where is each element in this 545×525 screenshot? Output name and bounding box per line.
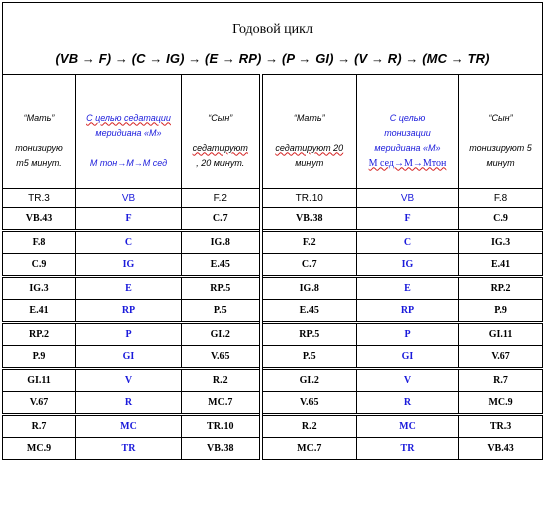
point-cell: GI.11 (3, 369, 76, 392)
point-cell: MC (76, 415, 182, 438)
point-cell: MC.9 (3, 438, 76, 460)
point-cell: F (357, 208, 459, 231)
table-row (3, 369, 543, 392)
point-cell: V.67 (459, 346, 543, 369)
point-cell: IG.3 (459, 231, 543, 254)
table-title: Годовой цикл (232, 21, 313, 37)
code-cell: TR.3 (3, 189, 76, 208)
point-cell: P (357, 323, 459, 346)
point-cell: P (76, 323, 182, 346)
table-row (3, 438, 543, 460)
point-cell: GI.11 (459, 323, 543, 346)
table-row (3, 231, 543, 254)
point-cell: MC (357, 415, 459, 438)
point-cell: R.7 (459, 369, 543, 392)
point-cell: RP.5 (261, 323, 357, 346)
point-cell: IG (357, 254, 459, 277)
table-row (3, 392, 543, 415)
point-cell: IG.3 (3, 277, 76, 300)
point-cell: E (76, 277, 182, 300)
table-row (3, 277, 543, 300)
point-cell: R (357, 392, 459, 415)
point-cell: TR (76, 438, 182, 460)
point-cell: IG.8 (261, 277, 357, 300)
point-cell: F (76, 208, 182, 231)
point-cell: VB.43 (3, 208, 76, 231)
point-cell: IG (76, 254, 182, 277)
point-cell: E.45 (182, 254, 261, 277)
cycle-formula: (VB → F) → (C → IG) → (E → RP) → (P → GI) → (V → R) → (MC → TR) (55, 50, 490, 66)
point-cell: C (76, 231, 182, 254)
point-cell: RP.2 (459, 277, 543, 300)
code-cell: F.8 (459, 189, 543, 208)
point-cell: R.2 (182, 369, 261, 392)
table-row (3, 346, 543, 369)
point-cell: TR.10 (182, 415, 261, 438)
point-cell: V.65 (261, 392, 357, 415)
header-left-meridian: С целью седатации меридиана «М» М тон→М→М сед (76, 75, 182, 189)
point-cell: R.2 (261, 415, 357, 438)
point-cell: MC.9 (459, 392, 543, 415)
annual-cycle-table (2, 2, 543, 460)
point-cell: F.2 (261, 231, 357, 254)
point-cell: TR (357, 438, 459, 460)
header-right-son: “Сын” тонизируют 5 минут (459, 75, 543, 189)
point-cell: P.5 (261, 346, 357, 369)
point-cell: R.7 (3, 415, 76, 438)
header-row (3, 75, 543, 189)
code-cell: VB (357, 189, 459, 208)
point-cell: GI (76, 346, 182, 369)
point-cell: C.7 (182, 208, 261, 231)
point-cell: E.41 (3, 300, 76, 323)
point-cell: RP (76, 300, 182, 323)
code-cell: TR.10 (261, 189, 357, 208)
point-cell: RP.2 (3, 323, 76, 346)
table-row (3, 323, 543, 346)
point-cell: E.45 (261, 300, 357, 323)
point-cell: V.65 (182, 346, 261, 369)
point-cell: R (76, 392, 182, 415)
table-row (3, 300, 543, 323)
point-cell: V (357, 369, 459, 392)
table-row (3, 254, 543, 277)
header-left-son: “Сын” седатируют , 20 минут. (182, 75, 261, 189)
point-cell: GI.2 (182, 323, 261, 346)
table-row (3, 415, 543, 438)
point-cell: MC.7 (261, 438, 357, 460)
point-cell: P.9 (3, 346, 76, 369)
point-cell: RP.5 (182, 277, 261, 300)
header-right-meridian: С целью тонизации меридиана «М» М сед→М→Мтон (357, 75, 459, 189)
point-cell: MC.7 (182, 392, 261, 415)
header-right-mother: “Мать” седатируют 20 минут (261, 75, 357, 189)
point-cell: C.9 (3, 254, 76, 277)
point-cell: VB.38 (182, 438, 261, 460)
point-cell: RP (357, 300, 459, 323)
point-cell: C.7 (261, 254, 357, 277)
table-row (3, 208, 543, 231)
point-cell: GI.2 (261, 369, 357, 392)
point-cell: TR.3 (459, 415, 543, 438)
point-cell: F.8 (3, 231, 76, 254)
point-cell: P.9 (459, 300, 543, 323)
point-cell: E.41 (459, 254, 543, 277)
point-cell: C (357, 231, 459, 254)
code-cell: F.2 (182, 189, 261, 208)
point-cell: V.67 (3, 392, 76, 415)
point-cell: V (76, 369, 182, 392)
header-left-mother: “Мать” тонизирую т5 минут. (3, 75, 76, 189)
title-cell (3, 3, 543, 75)
point-cell: C.9 (459, 208, 543, 231)
point-cell: VB.38 (261, 208, 357, 231)
meridian-code-row (3, 189, 543, 208)
point-cell: P.5 (182, 300, 261, 323)
code-cell: VB (76, 189, 182, 208)
point-cell: IG.8 (182, 231, 261, 254)
point-cell: GI (357, 346, 459, 369)
point-cell: E (357, 277, 459, 300)
point-cell: VB.43 (459, 438, 543, 460)
